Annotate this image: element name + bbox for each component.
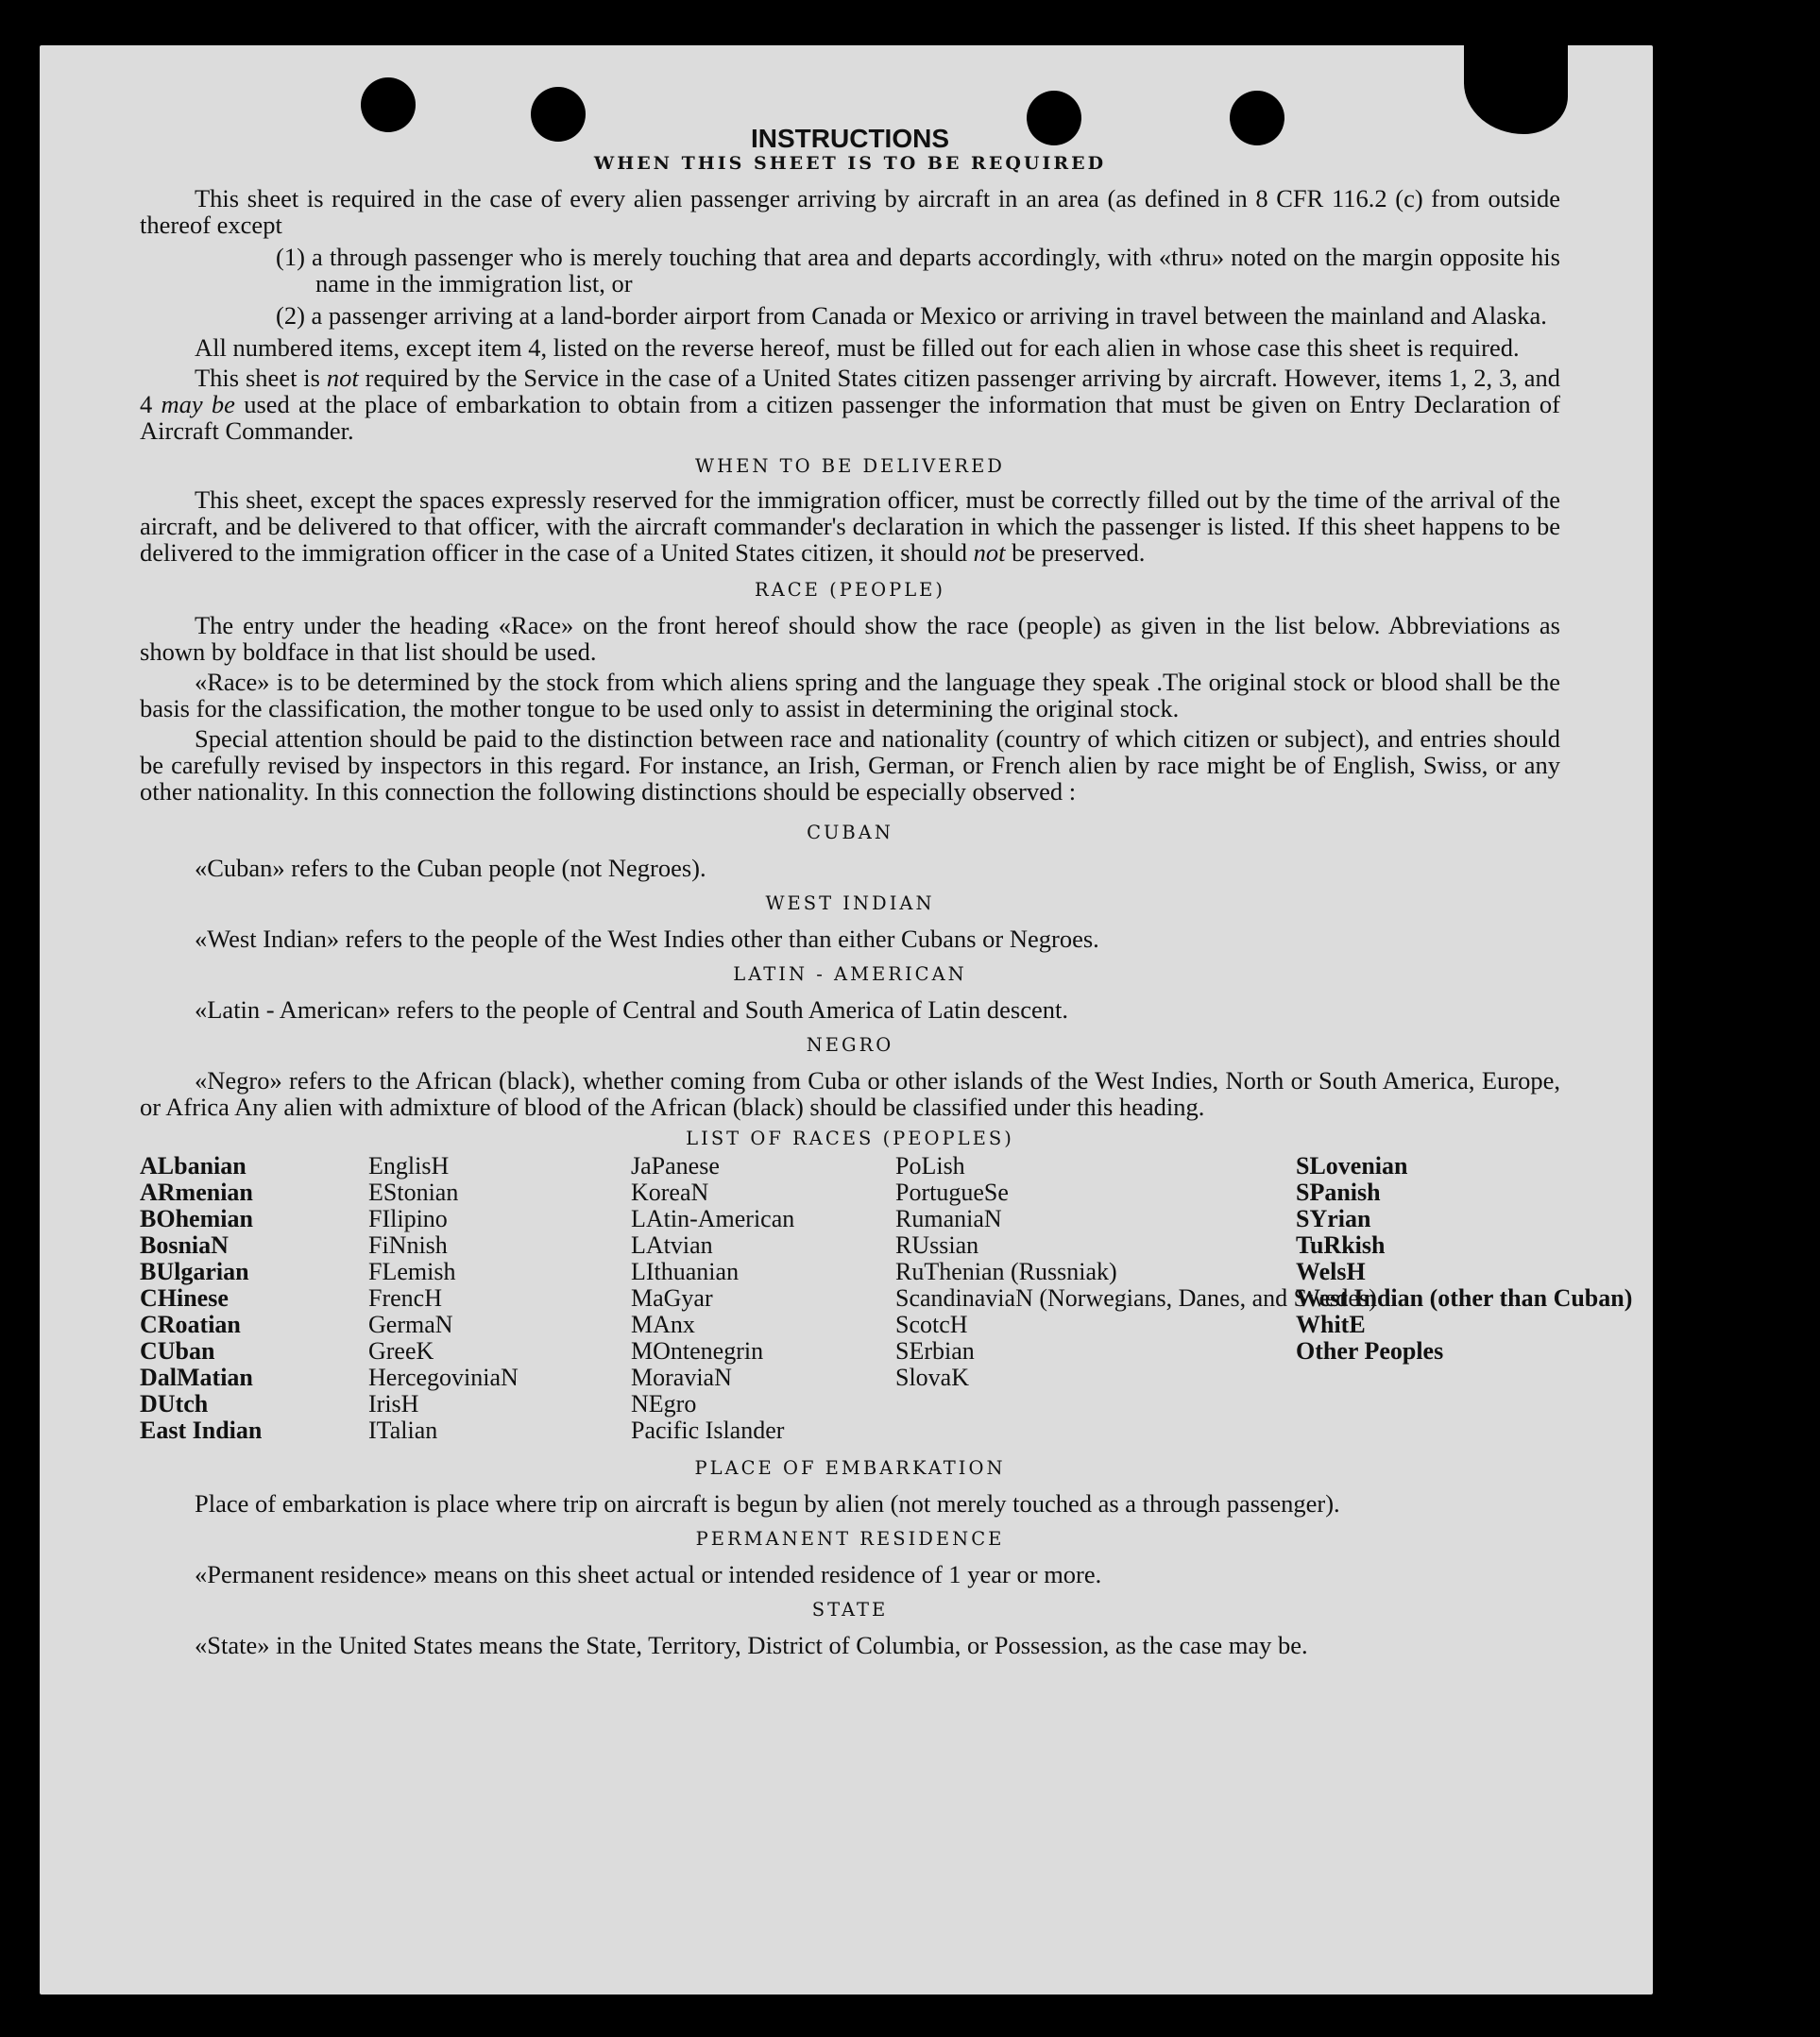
list-item: DalMatian: [140, 1364, 253, 1391]
list-item: LAtvian: [631, 1231, 713, 1259]
list-item: ALbanian: [140, 1152, 247, 1180]
list-item: DUtch: [140, 1390, 209, 1417]
races-column-2: [368, 1153, 631, 1444]
list-item: WelsH: [1296, 1258, 1366, 1285]
list-item: SYrian: [1296, 1205, 1371, 1232]
paragraph: All numbered items, except item 4, listed on the reverse hereof, must be filled out for each alien in whose case this sheet is required.: [195, 333, 1520, 362]
list-item: RUssian: [895, 1231, 979, 1259]
section-heading-cuban: CUBAN: [807, 822, 893, 843]
list-item: MOntenegrin: [631, 1337, 764, 1365]
list-item: MoraviaN: [631, 1364, 732, 1391]
list-item: FLemish: [368, 1258, 456, 1285]
list-item: CUban: [140, 1337, 215, 1365]
instructions-content: [140, 79, 1633, 1659]
list-item: LIthuanian: [631, 1258, 740, 1285]
list-item: JaPanese: [631, 1152, 720, 1180]
list-item: NEgro: [631, 1390, 697, 1417]
paragraph: «Race» is to be determined by the stock from which aliens spring and the language they speak .The original stock or blood shall be the basis for the classification, the mother tongue to be used only to assist in determining the original stock.: [140, 668, 1560, 722]
list-item: WhitE: [1296, 1311, 1366, 1338]
list-item: GreeK: [368, 1337, 434, 1365]
section-heading-west-indian: WEST INDIAN: [765, 892, 935, 914]
section-heading-race: RACE (PEOPLE): [755, 579, 945, 601]
list-item: EnglisH: [368, 1152, 450, 1180]
list-item: (1) a through passenger who is merely touching that area and departs accordingly, with «thru» noted on the margin opposite his name in the immigration list, or: [276, 243, 1560, 297]
list-item: FrencH: [368, 1284, 442, 1312]
list-item: ScotcH: [895, 1311, 968, 1338]
list-item: SlovaK: [895, 1364, 969, 1391]
paragraph: [140, 365, 1560, 444]
list-item: ITalian: [368, 1417, 438, 1444]
list-item: RuThenian (Russniak): [895, 1258, 1117, 1285]
list-item: CRoatian: [140, 1311, 241, 1338]
text-run-italic: not: [326, 364, 359, 392]
paragraph: «Cuban» refers to the Cuban people (not Negroes).: [195, 854, 706, 882]
document-sheet: [40, 45, 1653, 1995]
text-run-italic: may be: [161, 390, 235, 418]
text-run-italic: not: [973, 538, 1006, 567]
list-item: SPanish: [1296, 1179, 1381, 1206]
paragraph: [140, 486, 1560, 566]
list-item: BOhemian: [140, 1205, 253, 1232]
section-heading-permanent-residence: PERMANENT RESIDENCE: [695, 1528, 1005, 1550]
list-item: FiNnish: [368, 1231, 448, 1259]
list-item: LAtin-American: [631, 1205, 795, 1232]
section-heading-list-of-races: LIST OF RACES (PEOPLES): [686, 1128, 1014, 1149]
list-item: MAnx: [631, 1311, 695, 1338]
paragraph: «Latin - American» refers to the people of Central and South America of Latin descent.: [195, 995, 1068, 1024]
list-item: FIlipino: [368, 1205, 448, 1232]
list-item: West Indian (other than Cuban): [1296, 1284, 1633, 1312]
paragraph: «West Indian» refers to the people of the West Indies other than either Cubans or Negroes.: [195, 925, 1099, 953]
list-item: GermaN: [368, 1311, 453, 1338]
races-column-1: [140, 1153, 368, 1444]
paragraph: «State» in the United States means the State, Territory, District of Columbia, or Possession, as the case may be.: [195, 1631, 1308, 1659]
section-heading-when-delivered: WHEN TO BE DELIVERED: [695, 455, 1005, 477]
list-item: East Indian: [140, 1417, 263, 1444]
list-item: IrisH: [368, 1390, 419, 1417]
races-column-3: [631, 1153, 895, 1444]
list-item: BosniaN: [140, 1231, 229, 1259]
section-heading-place-of-embarkation: PLACE OF EMBARKATION: [694, 1457, 1006, 1479]
races-column-5: [1296, 1152, 1633, 1444]
paragraph: Place of embarkation is place where trip on aircraft is begun by alien (not merely touched as a through passenger).: [195, 1489, 1340, 1518]
paragraph: This sheet is required in the case of every alien passenger arriving by aircraft in an area (as defined in 8 CFR 116.2 (c) from outside thereof except: [140, 184, 1560, 239]
text-run: be preserved.: [1005, 538, 1146, 567]
races-list: [140, 1152, 1633, 1444]
text-run: This sheet, except the spaces expressly reserved for the immigration officer, must be correctly filled out by the time of the arrival of the aircraft, and be delivered to that officer, with the aircraft commander's declaration in which the passenger is listed. If this sheet happens to be delivered to the immigration officer in the case of a United States citizen, it should: [140, 485, 1560, 567]
list-item: Other Peoples: [1296, 1337, 1444, 1365]
text-run: used at the place of embarkation to obtain from a citizen passenger the information that must be given on Entry Declaration of Aircraft Commander.: [140, 390, 1560, 445]
list-item: Pacific Islander: [631, 1417, 785, 1444]
text-run: This sheet is: [195, 364, 327, 392]
section-heading-when-required: WHEN THIS SHEET IS TO BE REQUIRED: [593, 153, 1107, 174]
list-item: KoreaN: [631, 1179, 709, 1206]
paragraph: «Permanent residence» means on this sheet actual or intended residence of 1 year or more.: [195, 1560, 1102, 1588]
list-item: EStonian: [368, 1179, 459, 1206]
section-heading-state: STATE: [811, 1599, 889, 1621]
list-item: TuRkish: [1296, 1231, 1386, 1259]
paragraph: Special attention should be paid to the distinction between race and nationality (country of which citizen or subject), and entries should be carefully revised by inspectors in this regard. For instance, an Irish, German, or French alien by race might be of English, Swiss, or any other nationality. In this connection the following distinctions should be especially observed :: [140, 724, 1560, 806]
paragraph: «Negro» refers to the African (black), whether coming from Cuba or other islands of the West Indies, North or South America, Europe, or Africa Any alien with admixture of blood of the African (black) should be classified under this heading.: [140, 1066, 1560, 1121]
list-item: ARmenian: [140, 1179, 253, 1206]
list-item: HercegoviniaN: [368, 1364, 519, 1391]
list-item: SLovenian: [1296, 1152, 1408, 1180]
list-item: ScandinaviaN (Norwegians, Danes, and Swedes): [895, 1284, 1377, 1312]
list-item: CHinese: [140, 1284, 229, 1312]
list-item: RumaniaN: [895, 1205, 1002, 1232]
text-run: required by the Service in the case of a United States citizen passenger arriving by aircraft. However, items 1, 2, 3, and 4: [140, 364, 1560, 418]
list-item: (2) a passenger arriving at a land-border airport from Canada or Mexico or arriving in travel between the mainland and Alaska.: [276, 301, 1547, 330]
list-item: SErbian: [895, 1337, 975, 1365]
list-item: PortugueSe: [895, 1179, 1009, 1206]
list-item: PoLish: [895, 1152, 965, 1180]
section-heading-negro: NEGRO: [806, 1034, 894, 1056]
list-item: MaGyar: [631, 1284, 713, 1312]
section-heading-latin-american: LATIN - AMERICAN: [733, 963, 967, 985]
paragraph: The entry under the heading «Race» on the front hereof should show the race (people) as given in the list below. Abbreviations as shown by boldface in that list should be used.: [140, 611, 1560, 666]
list-item: BUlgarian: [140, 1258, 249, 1285]
page-title: INSTRUCTIONS: [751, 124, 949, 153]
